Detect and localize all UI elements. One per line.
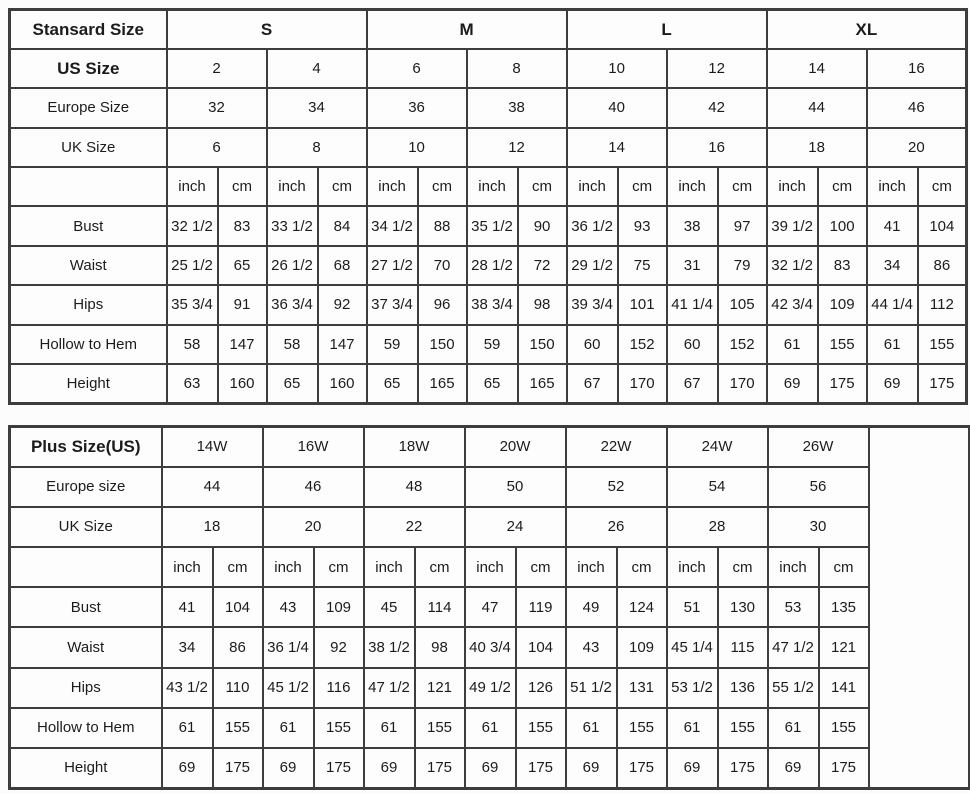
size-group-xl: XL <box>767 10 967 49</box>
row-label-hips: Hips <box>10 285 167 324</box>
table-cell: 41 <box>867 206 918 245</box>
table-cell: 69 <box>263 748 314 788</box>
table-cell: 170 <box>618 364 667 403</box>
table-cell: 75 <box>618 246 667 285</box>
table-cell: 45 1/4 <box>667 627 718 667</box>
table-cell: 150 <box>418 325 467 364</box>
table-cell: 46 <box>263 467 364 507</box>
table-cell: 53 1/2 <box>667 668 718 708</box>
table-cell: 4 <box>267 49 367 88</box>
table-cell: 121 <box>819 627 869 667</box>
table-cell: 65 <box>367 364 418 403</box>
table-cell: 49 1/2 <box>465 668 516 708</box>
table-cell: 93 <box>618 206 667 245</box>
size-group-14w: 14W <box>162 427 263 467</box>
table-cell: 38 <box>667 206 718 245</box>
table-cell: 2 <box>167 49 267 88</box>
table-row <box>10 325 967 364</box>
table-cell: 96 <box>418 285 467 324</box>
table-cell: 60 <box>567 325 618 364</box>
table-cell: 18 <box>767 128 867 167</box>
table-cell: 50 <box>465 467 566 507</box>
table-cell: cm <box>516 547 566 587</box>
size-group-m: M <box>367 10 567 49</box>
table-cell: 152 <box>718 325 767 364</box>
blank-column <box>869 427 970 789</box>
table-cell: 61 <box>263 708 314 748</box>
table-cell: 59 <box>367 325 418 364</box>
row-label-uk-size: UK Size <box>10 128 167 167</box>
table-cell: 14 <box>767 49 867 88</box>
table-cell: 43 <box>566 627 617 667</box>
table-cell: 121 <box>415 668 465 708</box>
table-cell: 41 <box>162 587 213 627</box>
table-cell: 104 <box>516 627 566 667</box>
table-cell: 39 1/2 <box>767 206 818 245</box>
table-cell: 175 <box>718 748 768 788</box>
table-cell: 44 <box>767 88 867 127</box>
table-cell: 10 <box>567 49 667 88</box>
table-cell: cm <box>518 167 567 206</box>
table-row <box>10 748 970 788</box>
table-cell: 175 <box>918 364 967 403</box>
table-cell: 8 <box>267 128 367 167</box>
table-cell: 6 <box>367 49 467 88</box>
table-cell: inch <box>867 167 918 206</box>
standard-size-table <box>8 8 968 405</box>
table-cell: 114 <box>415 587 465 627</box>
row-label-waist: Waist <box>10 627 162 667</box>
blank-cell <box>10 167 167 206</box>
table-row <box>10 467 970 507</box>
table-cell: 175 <box>818 364 867 403</box>
row-label-europe-size: Europe size <box>10 467 162 507</box>
table-cell: 18 <box>162 507 263 547</box>
table-cell: 39 3/4 <box>567 285 618 324</box>
table-cell: 38 3/4 <box>467 285 518 324</box>
table-cell: 34 <box>162 627 213 667</box>
table-row <box>10 49 967 88</box>
table-cell: inch <box>767 167 818 206</box>
table-cell: 61 <box>364 708 415 748</box>
table-cell: 175 <box>819 748 869 788</box>
table-cell: 28 <box>667 507 768 547</box>
table-cell: inch <box>667 167 718 206</box>
table-row <box>10 708 970 748</box>
table-cell: 49 <box>566 587 617 627</box>
table-cell: 126 <box>516 668 566 708</box>
table-cell: 70 <box>418 246 467 285</box>
table-cell: 72 <box>518 246 567 285</box>
table-cell: 88 <box>418 206 467 245</box>
table-cell: 165 <box>418 364 467 403</box>
table-cell: 84 <box>318 206 367 245</box>
table-cell: 165 <box>518 364 567 403</box>
table-row <box>10 88 967 127</box>
table-cell: 40 3/4 <box>465 627 516 667</box>
table-cell: 58 <box>267 325 318 364</box>
table-cell: 56 <box>768 467 869 507</box>
row-label-us-size: US Size <box>10 49 167 88</box>
plus-size-corner-label: Plus Size(US) <box>10 427 162 467</box>
table-cell: 38 1/2 <box>364 627 415 667</box>
table-cell: inch <box>467 167 518 206</box>
row-label-height: Height <box>10 364 167 403</box>
table-cell: 33 1/2 <box>267 206 318 245</box>
table-cell: 67 <box>567 364 618 403</box>
table-row <box>10 128 967 167</box>
row-label-uk-size: UK Size <box>10 507 162 547</box>
table-cell: 147 <box>218 325 267 364</box>
table-cell: 160 <box>318 364 367 403</box>
table-cell: cm <box>314 547 364 587</box>
table-cell: 24 <box>465 507 566 547</box>
table-cell: cm <box>718 547 768 587</box>
table-cell: 109 <box>617 627 667 667</box>
table-cell: 43 1/2 <box>162 668 213 708</box>
table-cell: cm <box>415 547 465 587</box>
table-cell: 55 1/2 <box>768 668 819 708</box>
table-cell: 69 <box>566 748 617 788</box>
size-group-s: S <box>167 10 367 49</box>
table-cell: 119 <box>516 587 566 627</box>
table-cell: inch <box>567 167 618 206</box>
row-label-bust: Bust <box>10 206 167 245</box>
table-cell: 130 <box>718 587 768 627</box>
table-cell: 22 <box>364 507 465 547</box>
table-cell: 34 <box>867 246 918 285</box>
table-cell: 155 <box>718 708 768 748</box>
table-cell: 46 <box>867 88 967 127</box>
table-cell: 97 <box>718 206 767 245</box>
table-cell: 8 <box>467 49 567 88</box>
table-cell: 100 <box>818 206 867 245</box>
table-cell: 98 <box>415 627 465 667</box>
table-cell: 58 <box>167 325 218 364</box>
table-cell: inch <box>364 547 415 587</box>
table-cell: 63 <box>167 364 218 403</box>
table-cell: 155 <box>516 708 566 748</box>
table-cell: inch <box>267 167 318 206</box>
table-row <box>10 364 967 403</box>
table-cell: 150 <box>518 325 567 364</box>
table-cell: 69 <box>162 748 213 788</box>
table-row <box>10 10 967 49</box>
table-cell: 42 <box>667 88 767 127</box>
table-cell: inch <box>768 547 819 587</box>
table-cell: inch <box>667 547 718 587</box>
table-cell: 98 <box>518 285 567 324</box>
table-cell: cm <box>318 167 367 206</box>
table-row <box>10 668 970 708</box>
table-cell: 12 <box>467 128 567 167</box>
table-cell: 61 <box>162 708 213 748</box>
blank-cell <box>10 547 162 587</box>
size-group-26w: 26W <box>768 427 869 467</box>
table-cell: 69 <box>364 748 415 788</box>
table-cell: 34 <box>267 88 367 127</box>
table-cell: 175 <box>213 748 263 788</box>
table-cell: 92 <box>314 627 364 667</box>
table-cell: 141 <box>819 668 869 708</box>
table-cell: 61 <box>767 325 818 364</box>
table-cell: 25 1/2 <box>167 246 218 285</box>
table-cell: 48 <box>364 467 465 507</box>
table-row <box>10 246 967 285</box>
size-group-18w: 18W <box>364 427 465 467</box>
table-cell: 109 <box>818 285 867 324</box>
table-cell: inch <box>367 167 418 206</box>
table-cell: 115 <box>718 627 768 667</box>
table-cell: 34 1/2 <box>367 206 418 245</box>
table-cell: 67 <box>667 364 718 403</box>
table-cell: 51 <box>667 587 718 627</box>
size-group-l: L <box>567 10 767 49</box>
table-cell: 175 <box>516 748 566 788</box>
table-row <box>10 587 970 627</box>
table-cell: 124 <box>617 587 667 627</box>
table-cell: 42 3/4 <box>767 285 818 324</box>
table-cell: 110 <box>213 668 263 708</box>
table-row <box>10 167 967 206</box>
table-cell: 104 <box>213 587 263 627</box>
table-cell: 152 <box>618 325 667 364</box>
table-cell: 16 <box>667 128 767 167</box>
table-cell: cm <box>418 167 467 206</box>
table-cell: 131 <box>617 668 667 708</box>
table-cell: 147 <box>318 325 367 364</box>
row-label-height: Height <box>10 748 162 788</box>
table-cell: 69 <box>767 364 818 403</box>
table-cell: 44 <box>162 467 263 507</box>
table-cell: 61 <box>867 325 918 364</box>
table-row <box>10 547 970 587</box>
table-cell: 47 1/2 <box>768 627 819 667</box>
table-cell: 20 <box>263 507 364 547</box>
table-cell: 35 1/2 <box>467 206 518 245</box>
size-group-20w: 20W <box>465 427 566 467</box>
table-cell: 61 <box>667 708 718 748</box>
table-cell: 83 <box>818 246 867 285</box>
table-cell: 30 <box>768 507 869 547</box>
table-cell: cm <box>218 167 267 206</box>
row-label-bust: Bust <box>10 587 162 627</box>
table-cell: 69 <box>768 748 819 788</box>
size-group-24w: 24W <box>667 427 768 467</box>
table-cell: 51 1/2 <box>566 668 617 708</box>
size-group-22w: 22W <box>566 427 667 467</box>
table-cell: 16 <box>867 49 967 88</box>
table-cell: cm <box>819 547 869 587</box>
table-cell: 20 <box>867 128 967 167</box>
row-label-hips: Hips <box>10 668 162 708</box>
table-cell: 86 <box>213 627 263 667</box>
table-cell: 35 3/4 <box>167 285 218 324</box>
table-cell: inch <box>263 547 314 587</box>
table-cell: 54 <box>667 467 768 507</box>
table-cell: 61 <box>768 708 819 748</box>
table-cell: 69 <box>867 364 918 403</box>
table-cell: 136 <box>718 668 768 708</box>
table-cell: 155 <box>819 708 869 748</box>
size-group-16w: 16W <box>263 427 364 467</box>
table-row <box>10 507 970 547</box>
table-cell: 101 <box>618 285 667 324</box>
table-cell: 90 <box>518 206 567 245</box>
table-cell: 10 <box>367 128 467 167</box>
table-cell: inch <box>566 547 617 587</box>
table-cell: 112 <box>918 285 967 324</box>
table-cell: 155 <box>314 708 364 748</box>
table-cell: 36 1/2 <box>567 206 618 245</box>
table-cell: 155 <box>415 708 465 748</box>
table-cell: 32 1/2 <box>167 206 218 245</box>
table-cell: 69 <box>465 748 516 788</box>
table-cell: 79 <box>718 246 767 285</box>
table-cell: 12 <box>667 49 767 88</box>
table-cell: 31 <box>667 246 718 285</box>
row-label-europe-size: Europe Size <box>10 88 167 127</box>
standard-size-corner-label: Stansard Size <box>10 10 167 49</box>
table-cell: 27 1/2 <box>367 246 418 285</box>
table-cell: 6 <box>167 128 267 167</box>
table-cell: 29 1/2 <box>567 246 618 285</box>
table-cell: 160 <box>218 364 267 403</box>
plus-size-table <box>8 425 970 790</box>
table-cell: 26 <box>566 507 667 547</box>
table-cell: 91 <box>218 285 267 324</box>
table-row <box>10 627 970 667</box>
table-cell: 47 <box>465 587 516 627</box>
table-row <box>10 285 967 324</box>
table-cell: 61 <box>566 708 617 748</box>
table-cell: 37 3/4 <box>367 285 418 324</box>
table-cell: cm <box>213 547 263 587</box>
table-cell: 28 1/2 <box>467 246 518 285</box>
table-cell: 47 1/2 <box>364 668 415 708</box>
table-cell: 41 1/4 <box>667 285 718 324</box>
table-cell: 45 1/2 <box>263 668 314 708</box>
table-cell: 40 <box>567 88 667 127</box>
table-cell: 36 <box>367 88 467 127</box>
table-cell: cm <box>718 167 767 206</box>
table-cell: 65 <box>218 246 267 285</box>
table-cell: 45 <box>364 587 415 627</box>
table-cell: 52 <box>566 467 667 507</box>
table-cell: 155 <box>213 708 263 748</box>
table-row <box>10 206 967 245</box>
table-cell: 14 <box>567 128 667 167</box>
table-cell: 175 <box>617 748 667 788</box>
table-cell: 83 <box>218 206 267 245</box>
table-cell: cm <box>918 167 967 206</box>
table-cell: 69 <box>667 748 718 788</box>
table-cell: 43 <box>263 587 314 627</box>
table-cell: 60 <box>667 325 718 364</box>
table-cell: 36 1/4 <box>263 627 314 667</box>
table-row <box>10 427 970 467</box>
table-cell: inch <box>465 547 516 587</box>
table-cell: 105 <box>718 285 767 324</box>
table-cell: 170 <box>718 364 767 403</box>
row-label-hollow-to-hem: Hollow to Hem <box>10 325 167 364</box>
table-cell: 86 <box>918 246 967 285</box>
table-cell: 116 <box>314 668 364 708</box>
table-cell: 175 <box>415 748 465 788</box>
table-cell: cm <box>617 547 667 587</box>
table-cell: 53 <box>768 587 819 627</box>
row-label-waist: Waist <box>10 246 167 285</box>
row-label-hollow-to-hem: Hollow to Hem <box>10 708 162 748</box>
table-cell: 104 <box>918 206 967 245</box>
table-cell: 32 <box>167 88 267 127</box>
table-cell: 135 <box>819 587 869 627</box>
table-cell: 59 <box>467 325 518 364</box>
table-cell: 92 <box>318 285 367 324</box>
table-cell: 44 1/4 <box>867 285 918 324</box>
table-cell: 36 3/4 <box>267 285 318 324</box>
table-cell: 175 <box>314 748 364 788</box>
table-cell: 61 <box>465 708 516 748</box>
table-cell: 65 <box>267 364 318 403</box>
table-cell: 155 <box>818 325 867 364</box>
table-cell: 68 <box>318 246 367 285</box>
table-cell: 155 <box>918 325 967 364</box>
table-cell: 38 <box>467 88 567 127</box>
table-cell: 65 <box>467 364 518 403</box>
table-cell: 109 <box>314 587 364 627</box>
table-cell: cm <box>818 167 867 206</box>
table-cell: inch <box>167 167 218 206</box>
table-cell: cm <box>618 167 667 206</box>
table-cell: 155 <box>617 708 667 748</box>
table-cell: 26 1/2 <box>267 246 318 285</box>
table-cell: 32 1/2 <box>767 246 818 285</box>
table-cell: inch <box>162 547 213 587</box>
